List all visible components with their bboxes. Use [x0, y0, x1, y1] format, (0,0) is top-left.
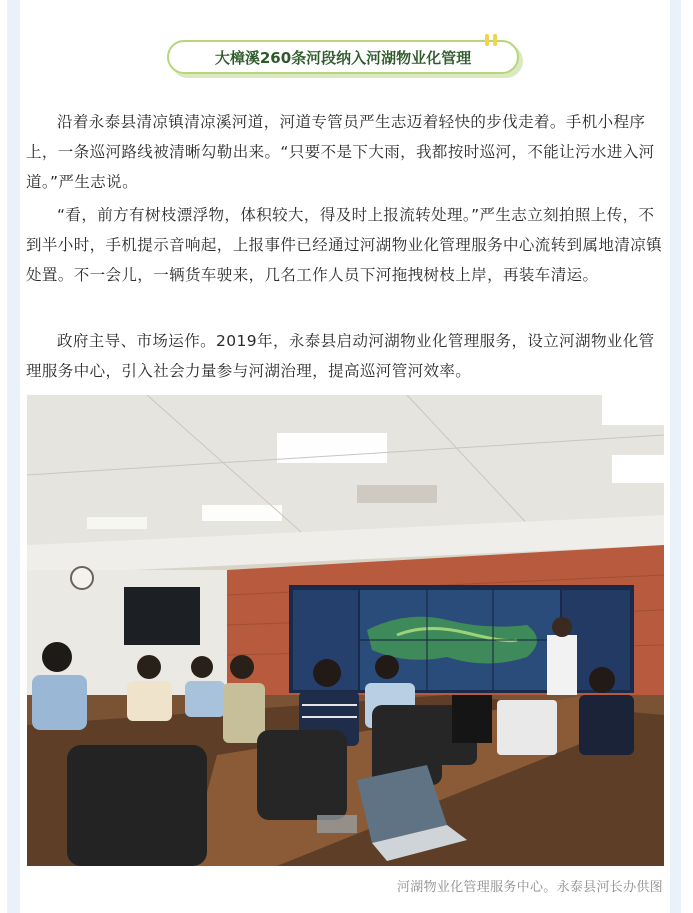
- photo-caption: 河湖物业化管理服务中心。永泰县河长办供图: [396, 880, 663, 895]
- paragraph-3: 政府主导、市场运作。2019年，永泰县启动河湖物业化管理服务，设立河湖物业化管理服务中心，引入社会力量参与河湖治理，提高巡河管河效率。: [26, 332, 655, 380]
- control-room-photo: [27, 395, 664, 866]
- title-banner: [167, 40, 523, 78]
- paragraph-2: “看，前方有树枝漂浮物，体积较大，得及时上报流转处理。”严生志立刻拍照上传，不到半小时，手机提示音响起，上报事件已经通过河湖物业化管理服务中心流转到属地清凉镇处置。不一会儿，一辆货车驶来，几名工作人员下河拖拽树枝上岸，再装车清运。: [26, 206, 663, 284]
- decor-tick-2: [493, 34, 497, 46]
- decor-tick-1: [485, 34, 489, 46]
- article-photo: [27, 395, 664, 866]
- article-title: 大樟溪260条河段纳入河湖物业化管理: [167, 40, 519, 74]
- paragraph-1: 沿着永泰县清凉镇清凉溪河道，河道专管员严生志迈着轻快的步伐走着。手机小程序上，一条巡河路线被清晰勾勒出来。“只要不是下大雨，我都按时巡河，不能让污水进入河道。”严生志说。: [26, 113, 655, 191]
